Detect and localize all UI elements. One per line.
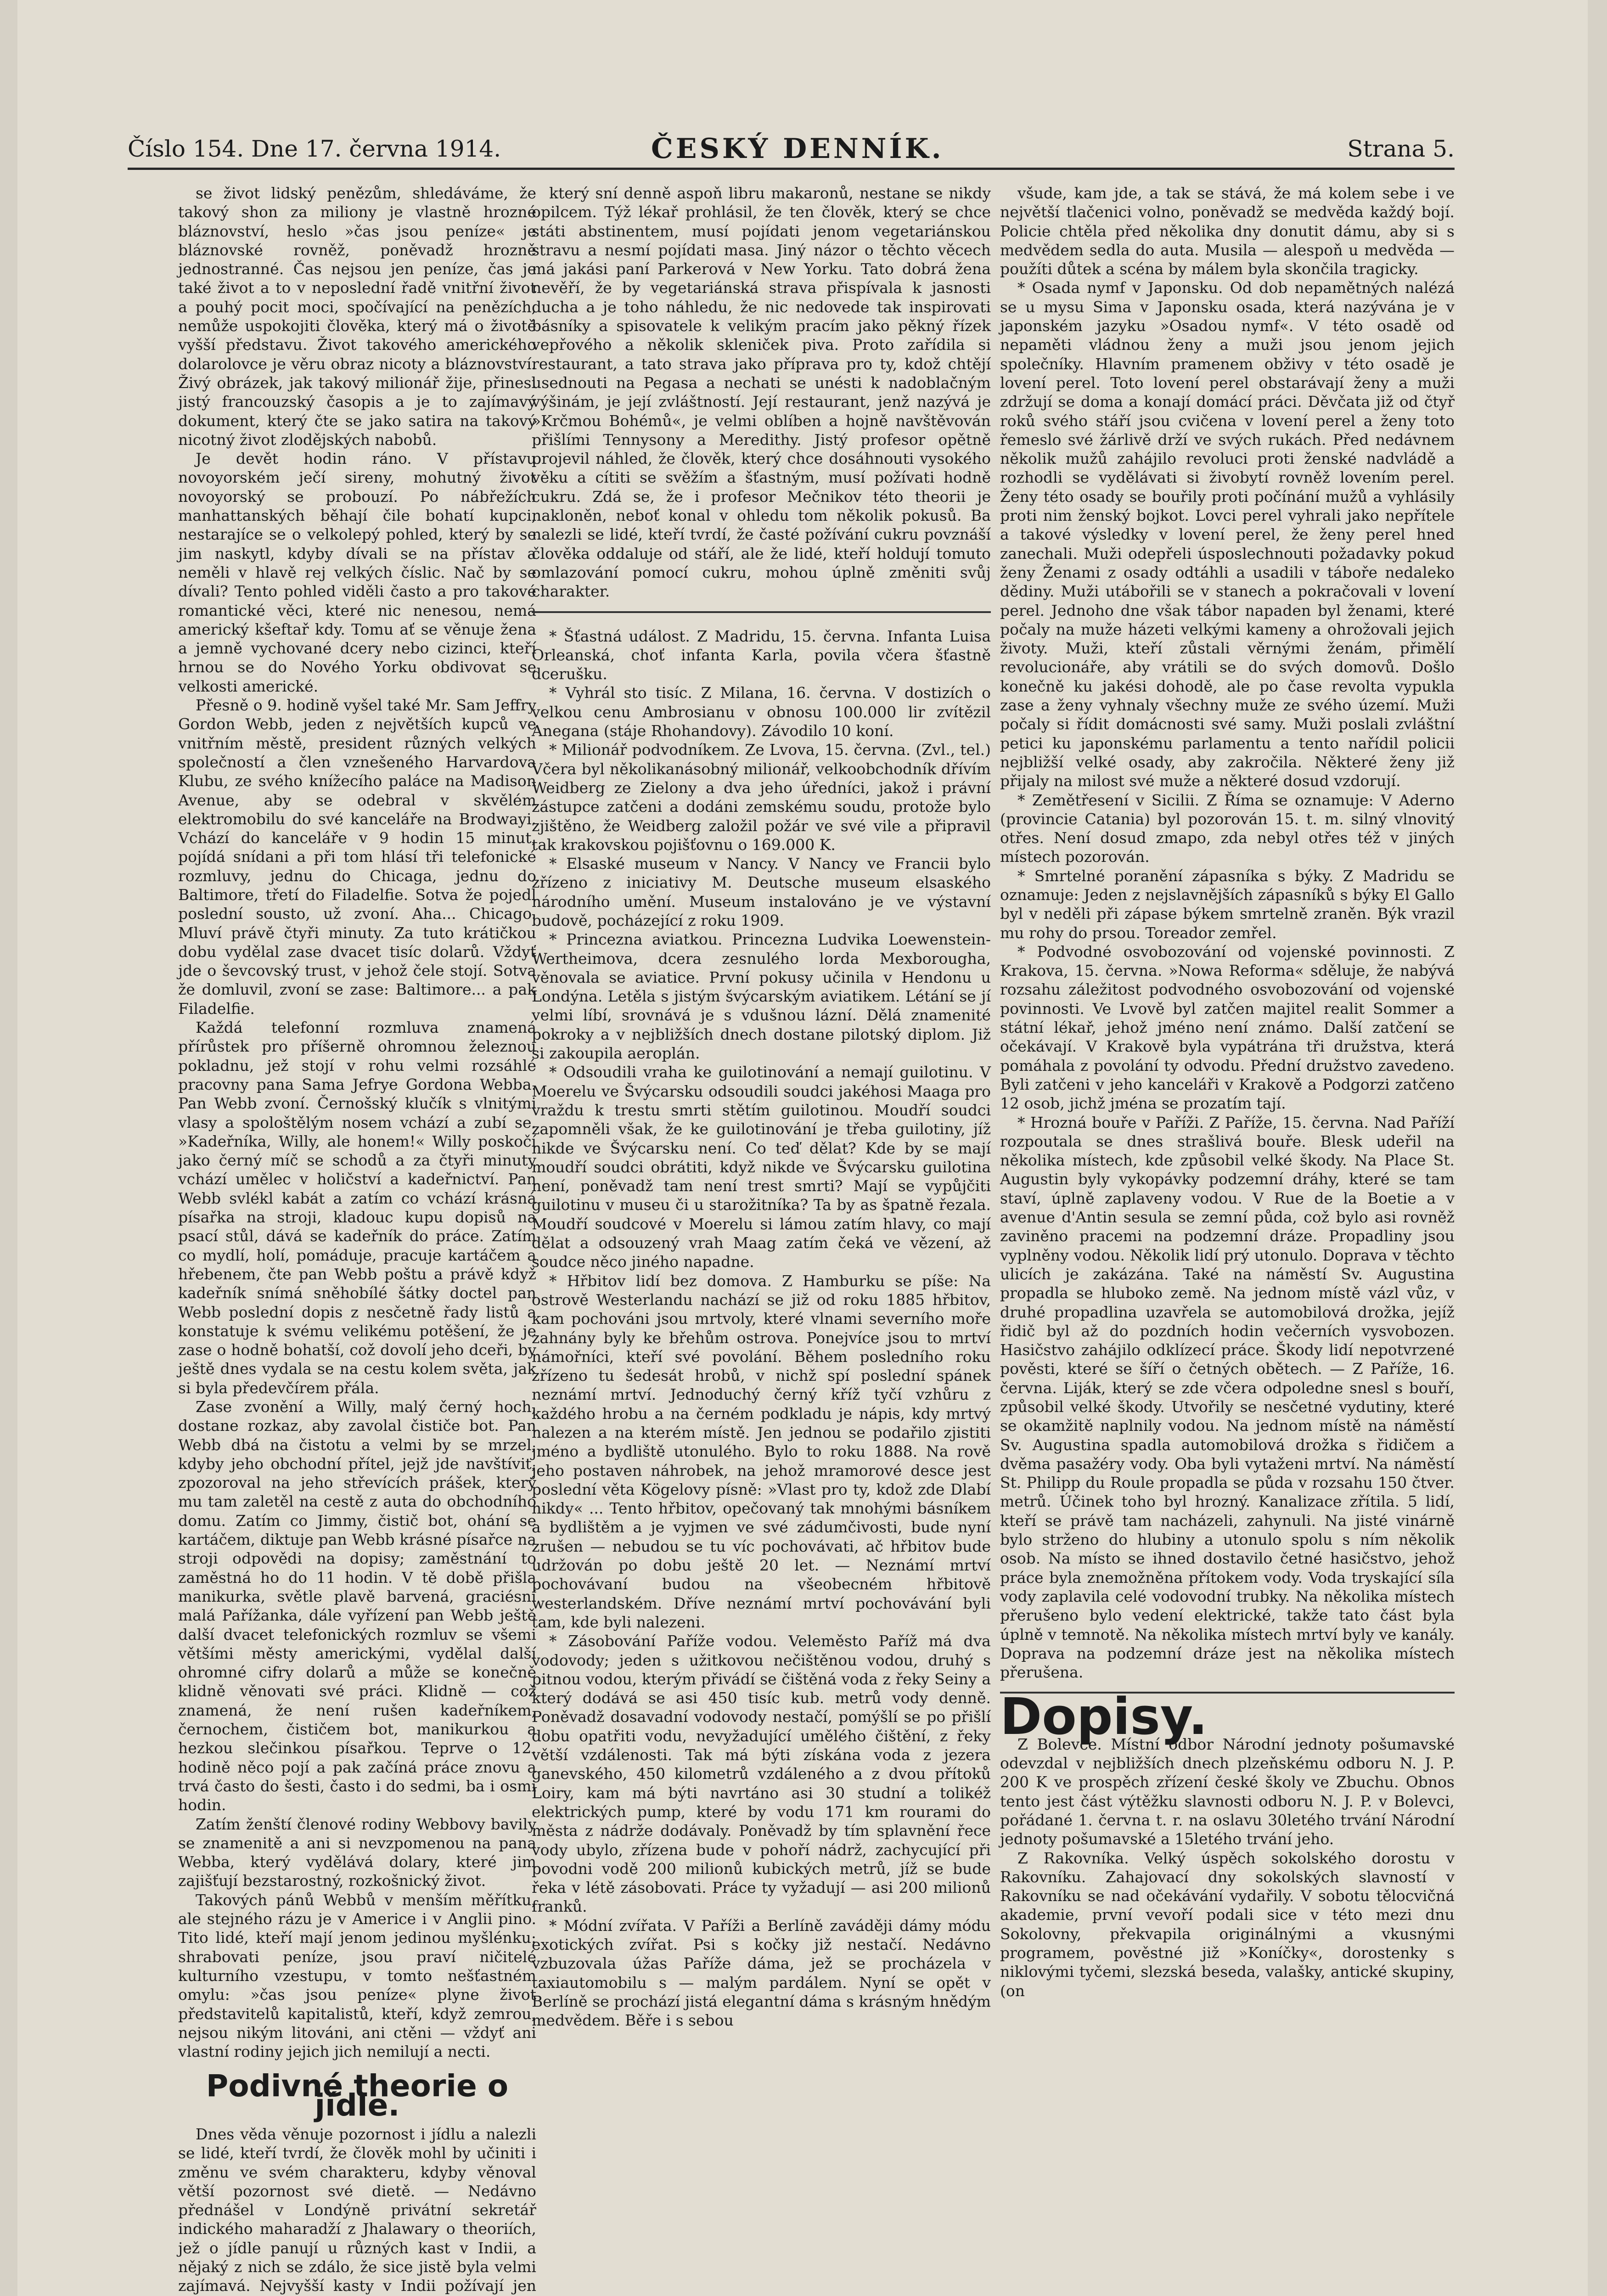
news-item: * Osada nymf v Japonsku. Od dob nepamětných nalézá se u mysu Sima v Japonsku osada, která nazývána je v japonském jazyku »Osadou nymf«. V této osadě od nepaměti vládnou ženy a muži jsou jenom jejich společníky. Hlavním pramenem obživy v této osadě je lovení perel. Toto lovení perel obstarávají ženy a muži zdržují se doma a konají domácí práci. Děvčata již od čtyř roků svého stáří jsou cvičena v lovení perel a ženy toto řemeslo své žárlivě drží ve svých rukách. Před nedávnem několik mužů zahájilo revoluci proti ženské nadvládě a rozhodli se vydělávati si živobytí rovněž lovením perel. Ženy této osady se bouřily proti počínání mužů a vyhlásily proti nim ženský bojkot. Lovci perel vyhrali jako nepřítele a takové výsledky v lovení perel, že ženy perel hned zanechali. Muži odepřeli úsposlechnouti požadavky pokud ženy Ženami z osady odtáhli a usadili v táboře nedaleko dědiny. Muži utábořili se v stanech a pokračovali v lovení perel. Jednoho dne však tábor napaden byl ženami, které počaly na muže házeti velkými kameny a ohrožovali jejich životy. Muži, kteří zůstali věrnými ženám, přimělí revolucionáře, aby vrátili se do svých domovů. Došlo konečně ku jakési dohodě, ale po čase revolta vypukla zase a ženy vyhnaly všechny muže ze svého území. Muži počaly si řídit domácnosti své samy. Muži poslali zvláštní petici ku japonskému parlamentu a tento nařídil policii nejbližší velké osady, aby zakročila. Některé ženy již přijaly na milost své muže a některé dosud vzdorují. [1000,279,1455,790]
news-item: * Podvodné osvobozování od vojenské povinnosti. Z Krakova, 15. června. »Nowa Reforma« sděluje, že nabývá rozsahu záležitost podvodného osvobozování od vojenské povinnosti. Ve Lvově byl zatčen majitel realit Sommer a státní lékař, jehož jméno není známo. Další zatčení se očekávají. V Krakově byla vypátrána tři družstva, která pomáhala z povolání ty odvodu. Přední družstvo zavedeno. Byli zatčeni v jeho kanceláři v Krakově a Podgorzi zatčeno 12 osob, jichž jména se prozatím tají. [1000,942,1455,1113]
news-item: * Smrtelné poranění zápasníka s býky. Z Madridu se oznamuje: Jeden z nejslavnějších zápasníků s býky El Gallo byl v neděli při zápase býkem smrtelně zraněn. Býk vrazil mu rohy do prsou. Toreador zemřel. [1000,867,1455,942]
section-divider [532,611,991,613]
column-2 [532,184,991,2030]
letters-heading: Dopisy. [1000,1687,1208,1746]
newspaper-page [17,0,1588,2296]
newspaper-title: ČESKÝ DENNÍK. [651,133,944,165]
page-number: Strana 5. [1347,135,1455,162]
article-paragraph: Zatím ženští členové rodiny Webbovy bavily se znamenitě a ani si nevzpomenou na pana Webba, který vydělává dolary, které jim zajišťují bezstarostný, rozkošnický život. [178,1815,536,1890]
news-item: * Hřbitov lidí bez domova. Z Hamburku se píše: Na ostrově Westerlandu nachází se již od roku 1885 hřbitov, kam pochováni jsou mrtvoly, které vlnami severního moře zahnány byly ke břehům ostrova. Ponejvíce jsou to mrtví námořníci, kteří své povolání. Během posledního roku zřízeno tu šedesát hrobů, v nichž spí poslední spánek neznámí mrtví. Jednoduchý černý kříž tyčí vzhůru z každého hrobu a na černém podkladu je nápis, kdy mrtvý nalezen a na kterém místě. Jen jednou se podařilo zjistiti jméno a bydliště utonulého. Bylo to roku 1888. Na rově jeho postaven náhrobek, na jehož mramorové desce jest poslední věta Kögelovy písně: »Vlast pro ty, kdož zde Dlabí nikdy« ... Tento hřbitov, opečovaný tak mnohými básníkem a bydlištěm a je vyjmen ve své zádumčivosti, bude nyní zrušen — nebudou se tu víc pochovávati, ač hřbitov bude udržován po dobu ještě 20 let. — Neznámí mrtví pochovávaní budou na všeobecném hřbitově westerlandském. Dříve neznámí mrtví pochovávání byli tam, kde byli nalezeni. [532,1272,991,1631]
news-item: * Vyhrál sto tisíc. Z Milana, 16. června. V dostizích o velkou cenu Ambrosianu v obnosu 100.000 lir zvítězil Anegana (stáje Rhohandovy). Závodilo 10 koní. [532,684,991,740]
article-paragraph: který sní denně aspoň libru makaronů, nestane se nikdy opilcem. Týž lékař prohlásil, že ten člověk, který se chce státi abstinentem, musí pojídati jenom vegetariánskou stravu a nesmí pojídati masa. Jiný názor o těchto věcech má jakási paní Parkerová v New Yorku. Tato dobrá žena nevěří, že by vegetariánská strava přispívala k jasnosti ducha a je toho náhledu, že nic nedovede tak inspirovati básníky a spisovatele k velikým pracím jako pěkný řízek vepřového a několik skleniček piva. Proto zařídila si restaurant, a tato strava jako příprava pro ty, kdož chtějí usednouti na Pegasa a nechati se unésti k nadoblačným výšinám, je její zvláštností. Její restaurant, jenž nazývá je »Krčmou Bohémů«, je velmi oblíben a hojně navštěvován přišlími Tennysony a Meredithy. Jistý profesor opětně projevil náhled, že člověk, který chce dosáhnouti vysokého věku a cítiti se svěžím a šťastným, musí požívati hodně cukru. Zdá se, že i profesor Mečnikov této theorii je nakloněn, neboť konal v ohledu tom několik pokusů. Ba nalezli se lidé, kteří tvrdí, že časté požívání cukru povznáší člověka oddaluje od stáří, ale že lidé, kteří holdují tomuto omlazování pomocí cukru, mohou úplně změniti svůj charakter. [532,184,991,601]
article-paragraph: Každá telefonní rozmluva znamená přírůstek pro příšerně ohromnou železnou pokladnu, jež stojí v rohu velmi rozsáhlé pracovny pana Sama Jefrye Gordona Webba. Pan Webb zvoní. Černošský klučík s vlnitými vlasy a spološtělým nosem vchází a zubí se. »Kadeřníka, Willy, ale honem!« Willy poskočí jako černý míč se schodů a za čtyři minuty vchází umělec v holičství a kadeřnictví. Pan Webb svlékl kabát a zatím co vchází krásná písařka na stroji, kladouc kupu dopisů na psací stůl, dává se kadeřník do práce. Zatím co mydlí, holí, pomáduje, pracuje kartáčem a hřebenem, čte pan Webb poštu a právě když kadeřník snímá sněhobílé šátky doctel pan Webb poslední dopis z nesčetně řady listů a konstatuje k svému velikému potěšení, že je zase o hodně bohatší, což dovolí jeho dceři, by ještě dnes vydala se na cestu kolem světa, jak si byla předevčírem přála. [178,1019,536,1397]
news-item: * Módní zvířata. V Paříži a Berlíně zaváději dámy módu exotických zvířat. Psi s kočky již nestačí. Nedávno vzbuzovala úžas Paříže dáma, jež se procházela v taxiautomobilu s — malým pardálem. Nyní se opět v Berlíně se prochází jistá elegantní dáma s krásným hnědým medvědem. Běře i s sebou [532,1916,991,2030]
article-paragraph: Dnes věda věnuje pozornost i jídlu a nalezli se lidé, kteří tvrdí, že člověk mohl by učiniti i změnu ve svém charakteru, kdyby věnoval větší pozornost své dietě. — Nedávno přednášel v Londýně privátní sekretář indického maharadží z Jhalawary o theoriích, jež o jídle panují u různých kast v Indii, a nějaký z nich se zdálo, že sice jistě byla velmi zajímavá. Nejvyšší kasty v Indii požívají jen [178,2125,536,2295]
news-item: * Elsaské museum v Nancy. V Nancy ve Francii bylo zřízeno z iniciativy M. Deutsche museum elsaského národního umění. Museum instalováno je ve výstavní budově, pocházející z roku 1909. [532,855,991,929]
article-paragraph: se život lidský penězům, shledáváme, že takový shon za miliony je vlastně hrozné bláznovství, heslo »čas jsou peníze« je bláznovské rovněž, poněvadž hrozně jednostranné. Čas nejsou jen peníze, čas je také život a to v neposlední řadě vnitřní život a pouhý pocit moci, spočívající na penězích, nemůže uspokojiti člověka, který má o životě vyšší představu. Život takového amerického dolarolovce je věru obraz nicoty a bláznovství. Živý obrázek, jak takový milionář žije, přinesl jistý francouzský časopis a je to zajímavý dokument, který čte se jako satira na takový nicotný život zlodějských nabobů. [178,184,536,449]
news-item: * Milionář podvodníkem. Ze Lvova, 15. června. (Zvl., tel.) Včera byl několikanásobný milionář, velkoobchodník dřívím Weidberg ze Zielony a dva jeho úředníci, jakož i právní zástupce zatčeni a dodáni zemskému soudu, protože bylo zjištěno, že Weidberg založil požár ve své vile a připravil tak krakovskou pojišťovnu o 169.000 K. [532,741,991,854]
article-paragraph: Takových pánů Webbů v menším měřítku, ale stejného rázu je v Americe i v Anglii pino. Tito lidé, kteří mají jenom jedinou myšlénku: shrabovati peníze, jsou praví ničitelé kulturního vzestupu, v tomto nešťastném omylu: »čas jsou peníze« plyne život představitelů kapitalistů, kteří, když zemrou, nejsou nikým litováni, ani ctěni — vždyť ani vlastní rodiny jejich jich nemilují a necti. [178,1891,536,2061]
article-paragraph: Zase zvonění a Willy, malý černý hoch, dostane rozkaz, aby zavolal čističe bot. Pan Webb dbá na čistotu a velmi by se mrzel, kdyby jeho obchodní přítel, jejž jde navštívit, zpozoroval na jeho střevících prášek, který mu tam zaletěl na cestě z auta do obchodního domu. Zatím co Jimmy, čistič bot, ohání se kartáčem, diktuje pan Webb krásné písařce na stroji odpovědi na dopisy; zaměstnání to zaměstná ho do 11 hodin. V tě době přišla manikurka, světle plavě barvená, graciésní malá Pařížanka, dále vyřízení pan Webb ještě další dvacet telefonických rozmluv se všemi většími městy americkými, vydělal další ohromné cifry dolarů a může se konečně klidně věnovati své práci. Klidně — což znamená, že není rušen kadeřníkem, černochem, čističem bot, manikurkou a hezkou slečinkou písařkou. Teprve o 12. hodině něco pojí a pak začíná práce znovu a trvá často do šesti, často i do sedmi, ba i osmi hodin. [178,1398,536,1814]
letter-item: Z Bolevce. Místní odbor Národní jednoty pošumavské odevzdal v nejbližších dnech plzeňskému odboru N. J. P. 200 K ve prospěch zřízení české školy ve Zbuchu. Obnos tento jest část výtěžku slavnosti odboru N. J. P. v Bolevci, pořádané 1. června t. r. na oslavu 30letého trvání Národní jednoty pošumavské a 15letého trvání jeho. [1000,1735,1455,1848]
column-1 [178,184,536,2296]
news-item: * Zásobování Paříže vodou. Veleměsto Paříž má dva vodovody; jeden s užitkovou nečištěnou vodou, druhý s pitnou vodou, kterým přivádí se čištěná voda z řeky Seiny a který dodává se asi 450 tisíc kub. metrů vody denně. Poněvadž dosavadní vodovody nestačí, pomýšlí se po přišlí dobu opatřiti vodu, nevyžadující umělého čištění, z řeky větší vzdálenosti. Tak má býti získána voda z jezera ganevského, 450 kilometrů vzdáleného a z dvou přítoků Loiry, kam má býti navrtáno asi 30 studní a tolikéž elektrických pump, které by vodu 171 km rourami do města z nádrže dodávaly. Poněvadž by tím splavnění řece vody ubylo, zřízena bude v pohoří nádrž, zachycující při povodni vodě 200 milionů kubických metrů, jíž se bude řeka v létě zásobovati. Práce ty vyžadují — asi 200 milionů franků. [532,1632,991,1916]
article-paragraph: Přesně o 9. hodině vyšel také Mr. Sam Jeffry Gordon Webb, jeden z největších kupců ve vnitřním městě, president různých velkých společností a člen vznešeného Harvardova Klubu, ze svého knížecího paláce na Madison Avenue, aby se odebral v skvělém elektromobilu do své kanceláře na Brodwayi. Vchází do kanceláře v 9 hodin 15 minut, pojídá snídani a při tom hlásí tři telefonické rozmluvy, jednu do Chicaga, jednu do Baltimore, třetí do Filadelfie. Sotva že pojedl poslední sousto, už zvoní. Aha... Chicago. Mluví právě čtyři minuty. Za tuto krátičkou dobu vydělal zase dvacet tisíc dolarů. Vždyť jde o ševcovský trust, v jehož čele stojí. Sotva že domluvil, zvoní se zase: Baltimore... a pak Filadelfie. [178,696,536,1018]
news-item: * Odsoudili vraha ke guilotinování a nemají guilotinu. V Moerelu ve Švýcarsku odsoudili soudci jakéhosi Maaga pro vraždu k trestu smrti stětím guilotinou. Moudří soudci zapomněli však, že ke guilotinování je třeba guilotiny, jíž nikde ve Švýcarsku není. Co teď dělat? Kde by se mají moudří soudci obrátiti, když nikde ve Švýcarsku guilotina není, poněvadž tam není trest smrti? Mají se vypůjčiti guilotinu v museu či u starožitníka? Ta by as špatně řezala. Moudří soudcové v Moerelu si lámou zatím hlavy, co mají dělat a odsouzený vrah Maag zatím čeká ve vězení, až soudce něco jiného napadne. [532,1063,991,1271]
news-item: * Zemětřesení v Sicilii. Z Říma se oznamuje: V Aderno (provincie Catania) byl pozorován 15. t. m. silný vlnovitý otřes. Není dosud zmapo, zda nebyl otřes též v jiných místech pozorován. [1000,791,1455,866]
news-item: * Princezna aviatkou. Princezna Ludvika Loewenstein-Wertheimova, dcera zesnulého lorda Mexborougha, věnovala se aviatice. První pokusy učinila v Hendonu u Londýna. Letěla s jistým švýcarským aviatikem. Létání se jí velmi líbí, srovnává je s vdušnou lázní. Dělá znamenité pokroky a v nejbližších dnech dostane pilotský diplom. Již si zakoupila aeroplán. [532,930,991,1063]
article-heading: Podivné theorie o jídle. [206,2068,509,2123]
page-header [128,126,1455,170]
issue-date: Číslo 154. Dne 17. června 1914. [128,135,501,162]
column-3 [1000,184,1455,2000]
article-paragraph: všude, kam jde, a tak se stává, že má kolem sebe i ve největší tlačenici volno, poněvadž se medvěda každý bojí. Policie chtěla před několika dny donutit dámu, aby si s medvědem sedla do auta. Musila — alespoň u medvěda — použíti důtek a scéna by málem byla skončila tragicky. [1000,184,1455,278]
news-item: * Šťastná událost. Z Madridu, 15. června. Infanta Luisa Orleanská, choť infanta Karla, povila včera šťastně dcerušku. [532,627,991,683]
news-item: * Hrozná bouře v Paříži. Z Paříže, 15. června. Nad Paříží rozpoutala se dnes strašlivá bouře. Blesk udeřil na několika místech, kde způsobil velké škody. Na Place St. Augustin byly vykopávky podzemní dráhy, které se tam staví, úplně zaplaveny vodou. V Rue de la Boetie a v avenue d'Antin sesula se zemní půda, což bylo asi rovněž zaviněno pracemi na podzemní dráze. Propadliny jsou vyplněny vodou. Několik lidí prý utonulo. Doprava v těchto ulicích je zakázána. Také na náměstí Sv. Augustina propadla se hluboko země. Na jednom místě vázl vůz, v druhé propadlina uzavřela se automobilová drožka, jejíž řidič byl až do pozdních hodin večerních vysvobozen. Hasičstvo zahájilo odklízecí práce. Škody lidí nepotvrzené pověsti, které se šíří o četných obětech. — Z Paříže, 16. června. Liják, který se zde včera odpoledne snesl s bouří, způsobil velké škody. Utvořily se nesčetné vydutiny, které se okamžitě naplnily vodou. Na jednom místě na náměstí Sv. Augustina spadla automobilová drožka s řidičem a dvěma pasažéry vody. Oba byli vytaženi mrtví. Na náměstí St. Philipp du Roule propadla se půda v rozsahu 150 čtver. metrů. Účinek toho byl hrozný. Kanalizace zřítila. 5 lidí, kteří se právě tam nacházeli, zahynuli. Na jisté vinárně bylo strženo do hlubiny a utonulo spolu s ním několik osob. Na místo se ihned dostavilo četné hasičstvo, jehož práce byla znemožněna přítokem vody. Voda tryskající síla vody zaplavila celé vodovodní trubky. Na několika místech přerušeno bylo vedení elektrické, takže tato část byla úplně v temnotě. Na několika místech mrtví byly ve kanály. Doprava na podzemní dráze jest na několika místech přerušena. [1000,1113,1455,1682]
letter-item: Z Rakovníka. Velký úspěch sokolského dorostu v Rakovníku. Zahajovací dny sokolských slavností v Rakovníku se nad očekávání vydařily. V sobotu tělocvičná akademie, první vevoří podali sice v této mezi dnu Sokolovny, překvapila originálnými a vkusnými programem, pověstné již »Koníčky«, dorostenky s niklovými tyčemi, slezská beseda, valašky, antické skupiny, (on [1000,1849,1455,2000]
article-paragraph: Je devět hodin ráno. V přístavu novoyorském ječí sireny, mohutný život novoyorský se probouzí. Po nábřežích manhattanských běhají čile bohatí kupci, nestarajíce se o velkolepý pohled, který by se jim naskytl, kdyby dívali se na přístav a neměli v hlavě rej velkých číslic. Nač by se dívali? Tento pohled viděli často a pro takové romantické věci, které nic nenesou, nemá americký kšeftař kdy. Tomu ať se věnuje žena a jemně vychované dcery nebo cizinci, kteří hrnou se do Nového Yorku obdivovat se velkosti americké. [178,450,536,695]
